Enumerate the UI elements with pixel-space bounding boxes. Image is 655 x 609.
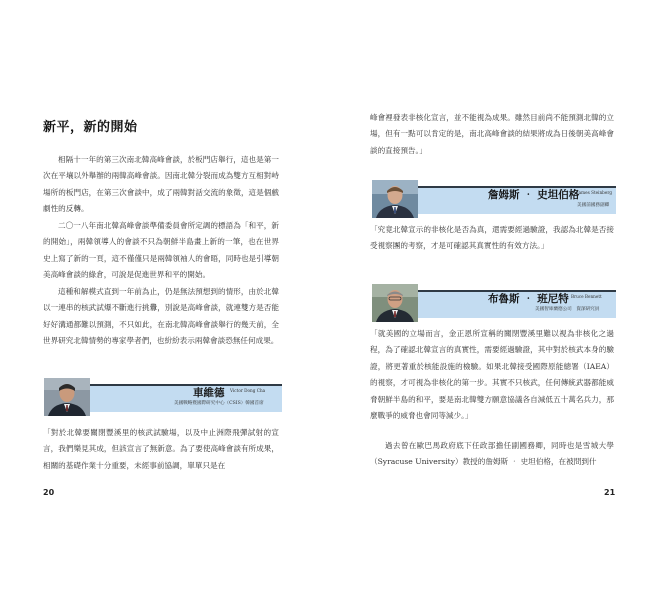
body-paragraph-2: 二〇一八年南北韓高峰會談準備委員會所定調的標語為「和平，新的開始」，兩韓領導人的會談不只為朝鮮半島畫上新的一筆，也在世界史上寫了新的一頁，這不僅僅只是兩韓領袖人的會晤，同時也是引導朝美高峰會談的綠倉，可說是促進世界和平的開始。 — [43, 221, 279, 280]
section-title: 新平，新的開始 — [43, 120, 138, 135]
profile-name-en: Bruce Bennett — [571, 294, 602, 299]
right-page — [328, 0, 655, 609]
profile-victor-cha — [44, 378, 282, 416]
profile-name-zh: 布魯斯 ‧ 班尼特 — [488, 293, 569, 305]
body-paragraph-3: 這種和解模式直到一年前為止，仍是無法預想到的情形，由於北韓以一連串的核武試爆不斷進行挑釁，別說是高峰會談，就連雙方是否能好好溝通都難以預測，不只如此，在南北韓高峰會談舉行的幾天前，全世界研究北韓情勢的專家學者們，也紛紛表示兩韓會談恐無任何成果。 — [43, 287, 279, 346]
profile-name-en: Victor Dong Cha — [230, 388, 266, 393]
quote-continued: 峰會裡發表非核化宣言，並不能視為成果。雖然目前尚不能預測北韓的立場，但有一點可以肯定的是，南北高峰會談的結果將成為日後朝美高峰會談的直接預告。」 — [370, 113, 614, 155]
portrait-photo — [372, 284, 418, 322]
portrait-illustration — [372, 180, 418, 218]
portrait-photo — [44, 378, 90, 416]
page-number: 20 — [43, 488, 55, 497]
profile-name-zh: 詹姆斯 ‧ 史坦伯格 — [488, 189, 580, 201]
portrait-photo — [372, 180, 418, 218]
profile-name-zh: 車維德 — [193, 387, 225, 399]
body-paragraph-end: 過去曾在歐巴馬政府底下任政部擔任副國務卿，同時也是雪城大學（Syracuse University）教授的詹姆斯 ‧ 史坦伯格，在被問到什 — [370, 441, 614, 467]
portrait-illustration — [44, 378, 90, 416]
portrait-illustration — [372, 284, 418, 322]
profile-role: 美國前國務副卿 — [577, 203, 610, 208]
profile-james-steinberg — [372, 180, 616, 218]
quote-victor-cha: 「對於北韓要關閉豐溪里的核武試驗場，以及中止洲際飛彈試射的宣言，我們樂見其成，但該宣言了無新意。為了要使高峰會談有所成果，相關的基礎作業十分重要，未經事前協調，單單只是在 — [43, 428, 279, 470]
quote-bennett: 「就美國的立場而言，金正恩所宣稱的關閉豐溪里難以視為非核化之過程，為了確認北韓宣言的真實性，需要經過驗證，其中對於核武本身的驗證，將更著重於核能設施的檢驗。如果北韓接受國際原能總署（IAEA）的視察，才可視為非核化的第一步。其實不只核武，任何傳統武器都能威脅朝鮮半島的和平，要是南北韓雙方願意協議各自減低五十萬名兵力，那麼戰爭的威脅也會同等減少。」 — [370, 329, 614, 421]
profile-name-en: James Steinberg — [577, 190, 613, 195]
quote-steinberg: 「究竟北韓宣示的非核化是否為真，還需要經過驗證，我認為北韓是否接受視察團的考察，才是可確認其真實性的有效方法。」 — [370, 225, 614, 251]
profile-bruce-bennett — [372, 284, 616, 322]
profile-role: 美國智庫蘭德公司 資深研究員 — [535, 307, 600, 312]
page-number: 21 — [604, 488, 616, 497]
profile-role: 美國戰略暨國際研究中心（CSIS）韓國首席 — [174, 401, 264, 406]
left-page — [0, 0, 327, 609]
body-paragraph-1: 相隔十一年的第三次南北韓高峰會談，於板門店舉行，這也是第一次在平壤以外舉辦的兩韓高峰會談。因南北韓分裂而成為雙方互相對峙場所的板門店，在第三次會談中，成了兩韓對話交流的象徵，這是個戲劇性的反轉。 — [43, 155, 279, 214]
